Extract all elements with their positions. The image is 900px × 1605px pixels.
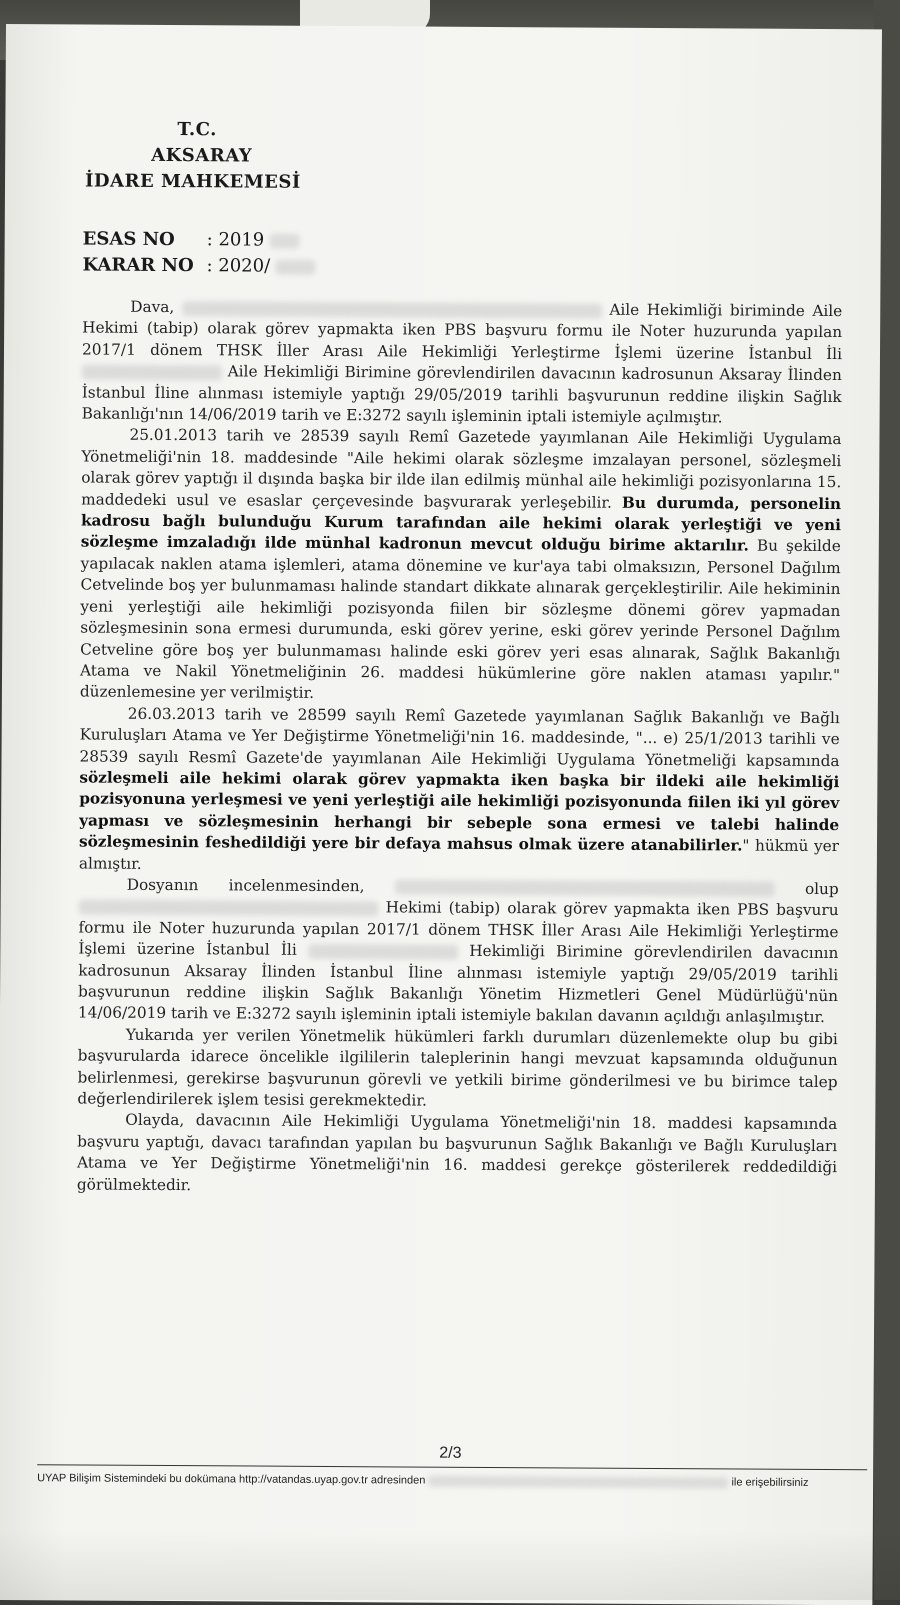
- p4-text-b: olup: [804, 879, 839, 899]
- paragraph-4: [78, 874, 839, 1028]
- document-body: [77, 296, 842, 1200]
- uyap-text: UYAP Bilişim Sistemindeki bu dokümana http://vatandas.uyap.gov.tr adresinden: [37, 1472, 426, 1487]
- karar-no-value: : 2020/: [206, 255, 271, 277]
- p1-text-c: Aile Hekimliği Birimine görevlendirilen davacının kadrosunun Aksaray İlinden İstanbul İline alınması istemiyle yaptığı 29/05/2019 tarihli başvurunun reddine ilişkin Sağlık Bakanlığı'nın 14/06/2019 tarih ve E:3272 sayılı işleminin iptali istemiyle açılmıştır.: [81, 362, 842, 427]
- esas-no-value: : 2019: [206, 229, 265, 251]
- uyap-footer: [37, 1472, 808, 1489]
- bottom-shadow: [0, 1530, 900, 1600]
- redacted-mark: [182, 301, 602, 319]
- paragraph-1: [82, 296, 843, 429]
- p3-text-a: 26.03.2013 tarih ve 28599 sayılı Remî Gazetede yayımlanan Sağlık Bakanlığı ve Bağlı Kuruluşları Atama ve Yer Değiştirme Yönetmeliği'nin 16. maddesinde, "... e) 25/1/2013 tarihli ve 28539 sayılı Resmî Gazete'de yayımlanan Aile Hekimliği Uygulama Yönetmeliği kapsamında: [79, 704, 840, 770]
- p4-text-a: Dosyanın incelenmesinden,: [126, 875, 365, 896]
- paragraph-5: Yukarıda yer verilen Yönetmelik hükümleri farklı durumları düzenlemekte olup bu gibi başvurularda idarece öncelikle ilgililerin taleplerinin hangi mevzuat kapsamında olduğunun belirlenmesi, gerekirse başvurunun görevli ve yetkili birime gönderilmesi ve bu birimce talep değerlendirilerek işlem tesisi gerekmektedir.: [77, 1025, 838, 1110]
- p4-text-c: Hekimi (tabip) olarak görev yapmakta iken PBS başvuru formu ile Noter huzurunda yapılan 2017/1 dönem THSK İller Arası Aile Hekimliği Yerleştirme İşlemi üzerine İstanbul İli: [78, 898, 839, 959]
- p4-text-d: Hekimliği Birimine görevlendirilen davacının kadrosunun Aksaray İlinden İstanbul İline alınması istemiyle yaptığı 29/05/2019 tarihli başvurunun reddine ilişkin Sağlık Bakanlığı Yönetim Hizmetleri Genel Müdürlüğü'nün 14/06/2019 tarih ve E:3272 sayılı işleminin iptali istemiyle bakılan davanın açıldığı anlaşılmıştır.: [77, 942, 839, 1027]
- redacted-mark: [395, 880, 775, 897]
- p3-text-b: " hükmü yer almıştır.: [78, 836, 840, 873]
- karar-no-row: [82, 254, 316, 276]
- redacted-mark: [82, 364, 222, 380]
- document-page: [0, 24, 882, 1605]
- p2-bold: Bu durumda, personelin kadrosu bağlı bulunduğu Kurum tarafından aile hekimi olarak yerleştiği ve yeni sözleşme imzaladığı ilde münhal kadronun mevcut olduğu birime aktarılır.: [80, 493, 842, 556]
- uyap-text-end: ile erişebilirsiniz: [731, 1476, 809, 1489]
- page-number: 2/3: [439, 1444, 462, 1462]
- karar-no-label: KARAR NO: [82, 254, 194, 277]
- p3-bold: sözleşmeli aile hekimi olarak görev yapmakta iken başka bir ildeki aile hekimliği pozisyonuna yerleşmesi ve yeni yerleştiği aile hekimliği pozisyonunda fiilen iki yıl görev yapması ve sözleşmesinin herhangi bir sebeple sona ermesi ve talebi halinde sözleşmesinin feshedildiği yere bir defaya mahsus olmak üzere atanabilirler.: [78, 768, 840, 855]
- paragraph-2: [80, 425, 842, 708]
- paragraph-3: [79, 703, 840, 879]
- redacted-mark: [276, 259, 316, 274]
- p2-text-b: Bu şekilde yapılacak naklen atama işlemleri, atama dönemine ve kur'aya tabi olmaksızın, Personel Dağılım Cetvelinde boş yer bulunmaması halinde standart dikkate alınarak gerçekleştirilir. Aile hekiminin yeni yerleştiği aile hekimliği pozisyonda fiilen bir sözleşme dönemi görev yapmadan sözleşmesinin sona ermesi durumunda, eski görev yerine, eski görev yerinde Personel Dağılım Cetveline göre boş yer bulunmaması halinde eski görev yeri esas alınarak, Sağlık Bakanlığı Atama ve Nakil Yönetmeliğinin 26. maddesi hükümlerine göre naklen ataması yapılır." düzenlemesine yer verilmiştir.: [79, 537, 841, 703]
- header-court: İDARE MAHKEMESİ: [84, 170, 301, 193]
- esas-no-label: ESAS NO: [82, 228, 175, 251]
- paragraph-6: Olayda, davacının Aile Hekimliği Uygulama Yönetmeliği'nin 18. maddesi kapsamında başvuru yaptığı, davacı tarafından yapılan bu başvurunun Sağlık Bakanlığı ve Bağlı Kuruluşları Atama ve Yer Değiştirme Yönetmeliği'nin 16. maddesi gerekçe gösterilerek reddedildiği görülmektedir.: [76, 1111, 838, 1194]
- p1-text-a: Dava,: [130, 297, 175, 317]
- header-city: AKSARAY: [151, 144, 253, 167]
- redacted-mark: [308, 944, 458, 960]
- redacted-mark: [79, 899, 379, 916]
- esas-no-row: [83, 228, 300, 250]
- p1-text-b: Aile Hekimliği biriminde Aile Hekimi (tabip) olarak görev yapmakta iken PBS başvuru formu ile Noter huzurunda yapılan 2017/1 dönem THSK İller Arası Aile Hekimliği Yerleştirme İşlemi üzerine İstanbul İli: [81, 300, 843, 363]
- redacted-code: [428, 1475, 728, 1488]
- redacted-mark: [270, 233, 300, 248]
- footer-divider: [37, 1464, 867, 1470]
- header-tc: T.C.: [177, 119, 218, 141]
- p2-text-a: 25.01.2013 tarih ve 28539 sayılı Remî Gazetede yayımlanan Aile Hekimliği Uygulama Yönetmeliği'nin 18. maddesinde "Aile hekimi olarak sözleşme imzalayan personel, sözleşmeli olarak görev yaptığı il dışında başka bir ilde ilan edilmiş münhal aile hekimliği pozisyonlarına 15. maddedeki usul ve esaslar çerçevesinde başvurarak yerleşebilir.: [81, 426, 842, 512]
